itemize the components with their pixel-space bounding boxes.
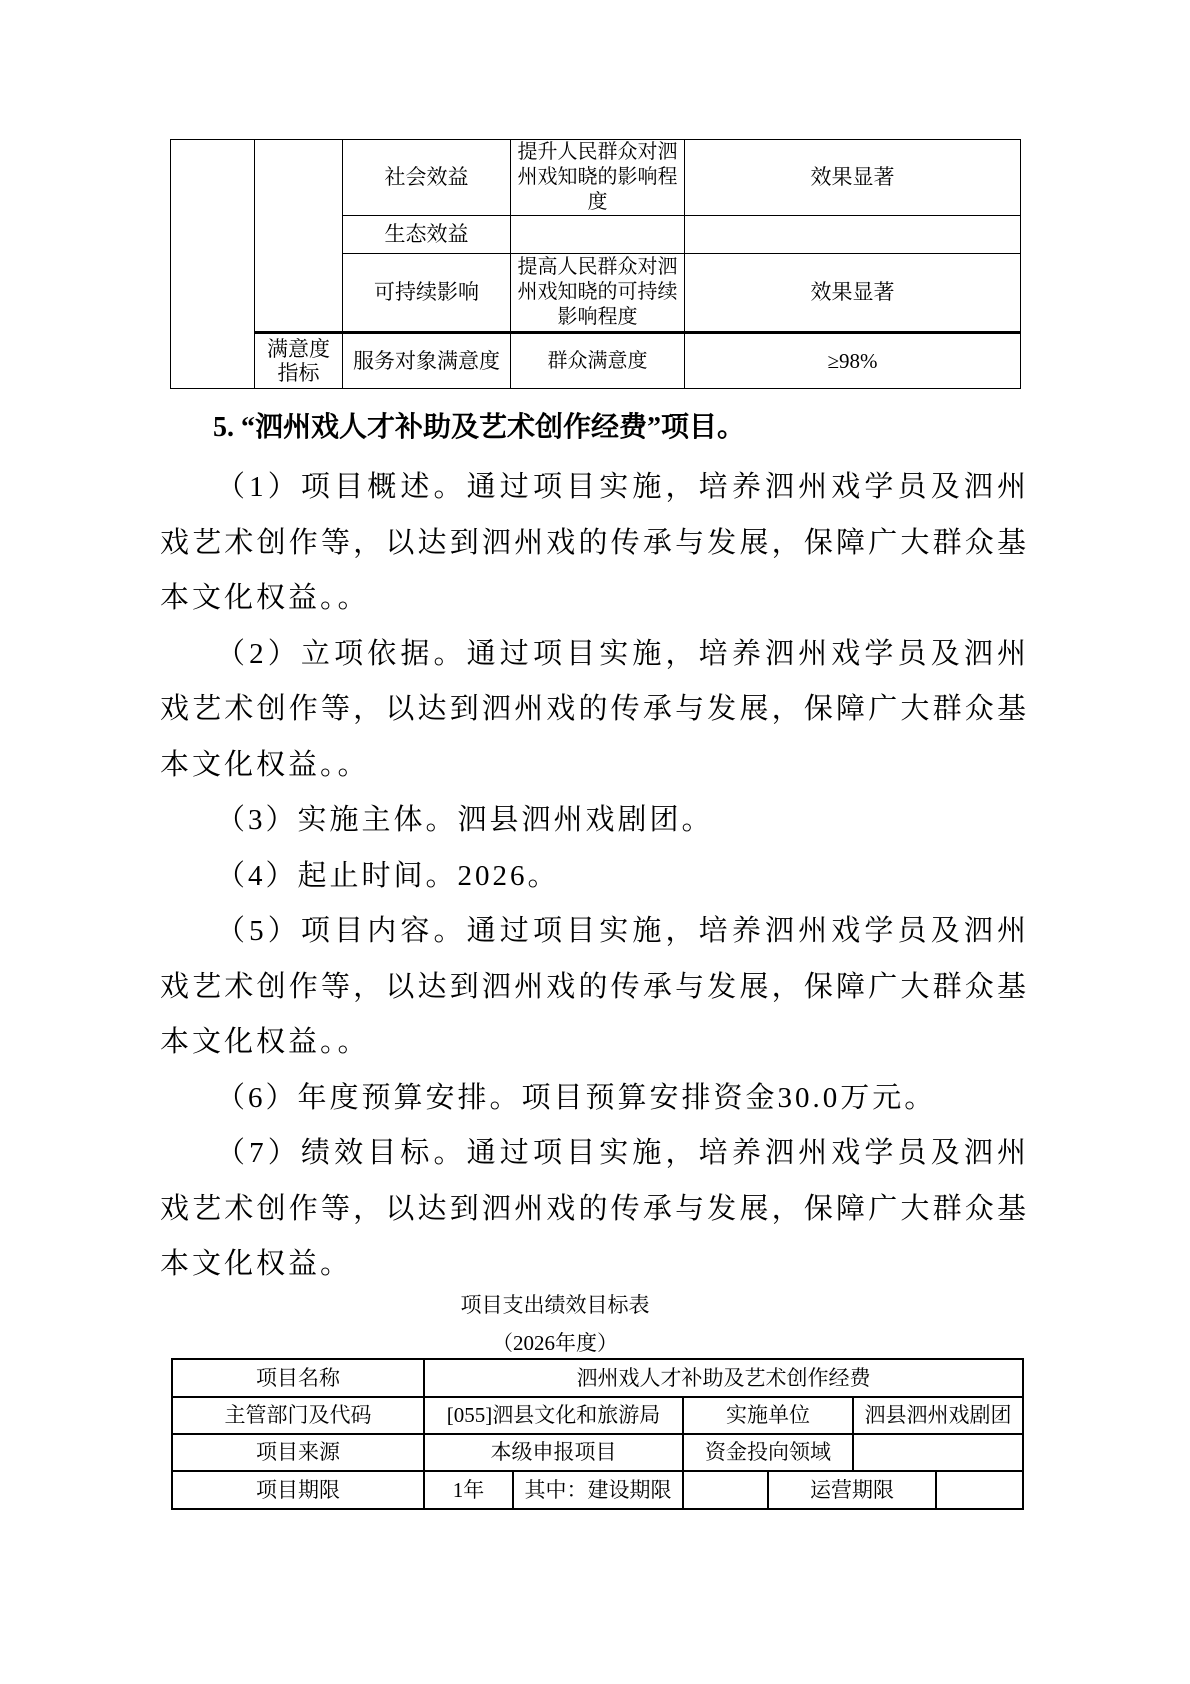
cell-description-sustainable: 提高人民群众对泗州戏知晓的可持续影响程度	[511, 254, 685, 333]
body-text	[160, 460, 1029, 1293]
paragraph-1: （1）项目概述。通过项目实施，培养泗州戏学员及泗州戏艺术创作等，以达到泗州戏的传承与发展，保障广大群众基本文化权益。。	[160, 471, 1029, 614]
cell-category-satisfaction: 满意度指标	[255, 333, 343, 389]
goal-table-subtitle: （2026年度）	[492, 1331, 618, 1355]
table-row-satisfaction	[171, 333, 1021, 389]
project-goal-table	[171, 1358, 1024, 1510]
section-heading: 5. “泗州戏人才补助及艺术创作经费”项目。	[213, 412, 746, 443]
cell-indicator-social: 社会效益	[343, 140, 511, 216]
cell-fund-field-label: 资金投向领域	[683, 1434, 853, 1471]
cell-project-name-value: 泗州戏人才补助及艺术创作经费	[424, 1359, 1023, 1397]
cell-department-value: [055]泗县文化和旅游局	[424, 1397, 683, 1434]
paragraph-7: （7）绩效目标。通过项目实施，培养泗州戏学员及泗州戏艺术创作等，以达到泗州戏的传承与发展，保障广大群众基本文化权益。	[160, 1137, 1029, 1280]
cell-operation-period-label: 运营期限	[768, 1471, 936, 1509]
cell-target-satisfaction: ≥98%	[685, 333, 1021, 389]
table-row-department	[172, 1397, 1023, 1434]
cell-description-social: 提升人民群众对泗州戏知晓的影响程度	[511, 140, 685, 216]
cell-construction-period-label: 其中：建设期限	[513, 1471, 683, 1509]
cell-project-name-label: 项目名称	[172, 1359, 424, 1397]
table-row	[171, 140, 1021, 216]
table-row-duration	[172, 1471, 1023, 1509]
cell-implement-unit-value: 泗县泗州戏剧团	[853, 1397, 1023, 1434]
cell-indicator-sustainable: 可持续影响	[343, 254, 511, 333]
cell-target-social: 效果显著	[685, 140, 1021, 216]
cell-source-value: 本级申报项目	[424, 1434, 683, 1471]
cell-level1-empty	[171, 140, 255, 389]
cell-duration-label: 项目期限	[172, 1471, 424, 1509]
cell-description-satisfaction: 群众满意度	[511, 333, 685, 389]
paragraph-2: （2）立项依据。通过项目实施，培养泗州戏学员及泗州戏艺术创作等，以达到泗州戏的传承与发展，保障广大群众基本文化权益。。	[160, 637, 1029, 781]
cell-department-label: 主管部门及代码	[172, 1397, 424, 1434]
cell-source-label: 项目来源	[172, 1434, 424, 1471]
cell-implement-unit-label: 实施单位	[683, 1397, 853, 1434]
cell-fund-field-value	[853, 1434, 1023, 1471]
goal-table-title: 项目支出绩效目标表	[460, 1293, 650, 1317]
paragraph-6: （6）年度预算安排。项目预算安排资金30.0万元。	[216, 1081, 937, 1114]
cell-target-sustainable: 效果显著	[685, 254, 1021, 333]
cell-operation-period-value	[936, 1471, 1023, 1509]
paragraph-3: （3）实施主体。泗县泗州戏剧团。	[216, 804, 714, 836]
cell-indicator-ecological: 生态效益	[343, 216, 511, 254]
cell-target-ecological	[685, 216, 1021, 254]
performance-indicators-table	[170, 139, 1021, 389]
paragraph-4: （4）起止时间。2026。	[216, 859, 560, 892]
table-row-source	[172, 1434, 1023, 1471]
cell-description-ecological	[511, 216, 685, 254]
table-row-project-name	[172, 1359, 1023, 1397]
cell-construction-period-value	[683, 1471, 768, 1509]
cell-duration-value: 1年	[424, 1471, 513, 1509]
paragraph-5: （5）项目内容。通过项目实施，培养泗州戏学员及泗州戏艺术创作等，以达到泗州戏的传承与发展，保障广大群众基本文化权益。。	[160, 915, 1029, 1058]
cell-indicator-satisfaction: 服务对象满意度	[343, 333, 511, 389]
cell-category-empty	[255, 140, 343, 333]
